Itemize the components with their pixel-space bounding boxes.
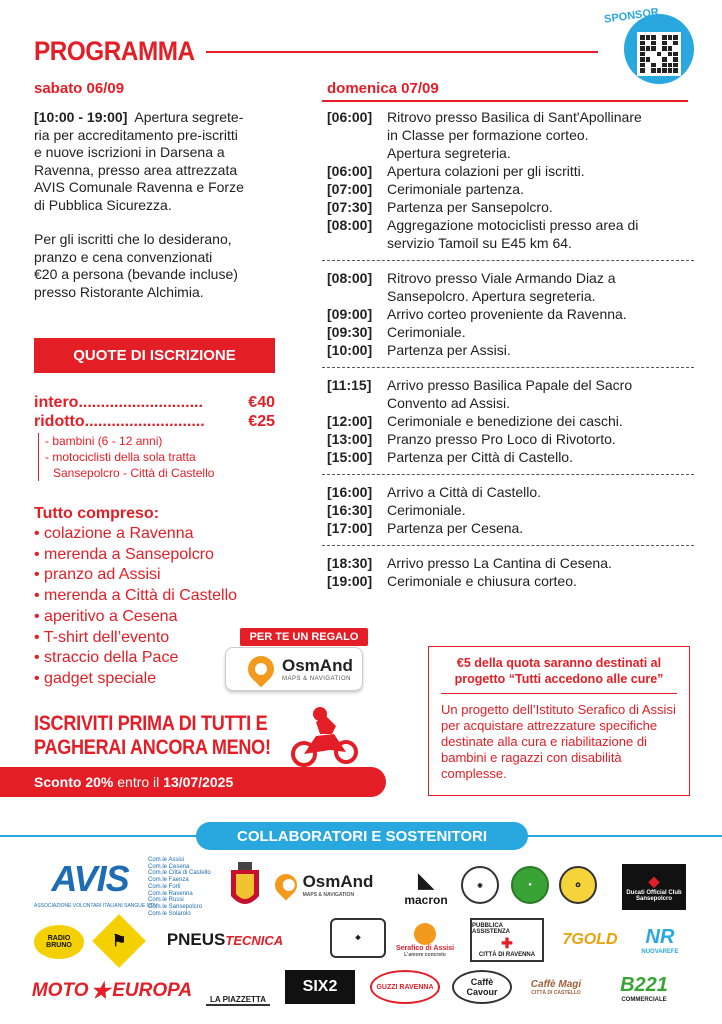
qr-cell xyxy=(640,41,645,46)
pneus-text: PNEUS xyxy=(166,930,226,949)
schedule-row xyxy=(327,234,689,252)
included-list xyxy=(34,524,237,690)
avis-chapter: Com.le Assisi xyxy=(148,857,185,863)
schedule-text: Arrivo a Città di Castello. xyxy=(387,484,542,500)
schedule-time: [16:00] xyxy=(327,484,373,500)
qr-cell xyxy=(640,63,645,68)
serafico-name: Serafico di Assisi xyxy=(395,944,455,952)
ducati-logo xyxy=(622,864,686,910)
promo-line: ISCRIVITI PRIMA DI TUTTI E xyxy=(34,712,268,735)
schedule-time: [12:00] xyxy=(327,413,373,429)
schedule-time: [13:00] xyxy=(327,431,373,447)
qr-cell xyxy=(651,35,656,40)
sunday-divider xyxy=(322,100,688,102)
qr-cell xyxy=(662,41,667,46)
qr-cell xyxy=(646,52,651,57)
qr-cell xyxy=(651,57,656,62)
polizia-crest-icon xyxy=(228,862,262,912)
nuovarete-logo xyxy=(634,920,686,960)
schedule-divider xyxy=(322,367,694,368)
qr-cell xyxy=(651,46,656,51)
pubblica-sub: CITTÀ DI RAVENNA xyxy=(478,951,536,958)
serafico-mark-icon xyxy=(414,923,436,945)
avis-subtitle: ASSOCIAZIONE VOLONTARI ITALIANI SANGUE ODV xyxy=(34,903,158,909)
schedule-time: [07:30] xyxy=(327,199,373,215)
saturday-description xyxy=(34,109,284,301)
sat-line: Apertura segrete- xyxy=(134,109,244,125)
qr-code-icon[interactable] xyxy=(637,32,681,76)
qr-cell xyxy=(662,68,667,73)
schedule-text: Cerimoniale e benedizione dei caschi. xyxy=(387,413,623,429)
title-divider xyxy=(206,51,598,53)
location-pin-icon xyxy=(243,651,280,688)
schedule-row xyxy=(327,269,689,287)
reduced-conditions xyxy=(38,433,214,481)
schedule-text: Ritrovo presso Basilica di Sant'Apollinare xyxy=(387,109,642,125)
qr-cell xyxy=(662,63,667,68)
avis-chapter: Com.le Sansepolcro xyxy=(148,903,203,910)
lunch-line: Per gli iscritti che lo desiderano, xyxy=(34,231,232,247)
saturday-heading: sabato 06/09 xyxy=(34,80,125,97)
qr-cell xyxy=(673,46,678,51)
lunch-line: presso Ristorante Alchimia. xyxy=(34,283,204,300)
list-item: • pranzo ad Assisi xyxy=(34,565,237,586)
schedule-time xyxy=(327,126,387,144)
moto-text: MOTO xyxy=(31,980,89,1001)
schedule-row xyxy=(327,341,689,359)
schedule-text: Cerimoniale partenza. xyxy=(387,181,524,197)
qr-cell xyxy=(640,52,645,57)
gift-brand-sub: MAPS & NAVIGATION xyxy=(282,676,351,682)
quote-heading: QUOTE DI ISCRIZIONE xyxy=(34,338,275,373)
magi-sub: CITTÀ DI CASTELLO xyxy=(531,989,581,996)
sat-line: di Pubblica Sicurezza. xyxy=(34,196,172,213)
donation-box xyxy=(428,646,690,796)
qr-cell xyxy=(668,63,673,68)
six2-logo: SIX2 xyxy=(285,970,355,1004)
schedule-text: Aggregazione motociclisti presso area di xyxy=(387,217,639,233)
tecnica-text: TECNICA xyxy=(225,932,284,948)
radio-bruno-logo: RADIO BRUNO xyxy=(34,925,84,959)
schedule-time xyxy=(327,287,387,305)
schedule-text: Convento ad Assisi. xyxy=(387,395,510,411)
caffe-cavour-logo xyxy=(452,970,512,1004)
page-title: PROGRAMMA xyxy=(34,36,195,66)
qr-cell xyxy=(657,63,662,68)
road-sign-logo xyxy=(92,914,146,968)
list-item: • merenda a Città di Castello xyxy=(34,586,237,607)
b221-sub: COMMERCIALE xyxy=(621,996,667,1003)
included-heading: Tutto compreso: xyxy=(34,505,160,522)
qr-cell xyxy=(646,63,651,68)
sunday-schedule xyxy=(327,108,689,590)
schedule-time: [09:30] xyxy=(327,324,373,340)
schedule-time: [09:00] xyxy=(327,306,373,322)
schedule-text: servizio Tamoil su E45 km 64. xyxy=(387,235,572,251)
b221-mark: B221 xyxy=(620,973,668,996)
avis-chapters xyxy=(148,857,211,917)
qr-cell xyxy=(673,35,678,40)
qr-cell xyxy=(662,46,667,51)
avis-chapter: Com.le Faenza xyxy=(148,877,189,884)
price-label: intero............................ xyxy=(34,394,203,411)
qr-cell xyxy=(651,68,656,73)
schedule-time xyxy=(327,144,387,162)
serafico-sub: L'amore concreto xyxy=(404,951,446,958)
schedule-time: [08:00] xyxy=(327,270,373,286)
nuova-mark: NR xyxy=(645,925,675,948)
schedule-time: [18:30] xyxy=(327,555,373,571)
macron-name: macron xyxy=(404,892,448,907)
qr-cell xyxy=(662,52,667,57)
europa-text: EUROPA xyxy=(112,980,193,1001)
schedule-time: [08:00] xyxy=(327,217,373,233)
osmand-gift-badge[interactable] xyxy=(225,647,363,691)
schedule-text: Cerimoniale. xyxy=(387,324,466,340)
moto-club-logo: ❖ xyxy=(330,918,386,958)
schedule-text: Cerimoniale. xyxy=(387,502,466,518)
qr-cell xyxy=(657,35,662,40)
qr-cell xyxy=(657,52,662,57)
schedule-row xyxy=(327,448,689,466)
qr-cell xyxy=(651,63,656,68)
sponsor-label: SPONSOR xyxy=(603,6,660,26)
moto-europa-logo xyxy=(31,976,193,1006)
qr-cell xyxy=(640,35,645,40)
gift-brand: OsmAnd xyxy=(282,656,353,675)
qr-cell xyxy=(668,46,673,51)
qr-cell xyxy=(657,41,662,46)
moto-sign-icon: ⚑ xyxy=(111,933,127,950)
pa-mark-icon: ✚ xyxy=(501,934,513,951)
schedule-row xyxy=(327,519,689,537)
price-intero xyxy=(34,394,275,412)
avis-chapter: Com.le Solarolo xyxy=(148,910,191,917)
lunch-line: pranzo e cena convenzionati xyxy=(34,248,213,265)
star-icon: ★ xyxy=(90,978,111,1003)
avis-chapter: Com.le Cesena xyxy=(148,863,190,870)
schedule-text: Apertura segreteria. xyxy=(387,145,511,161)
list-item: • gadget speciale xyxy=(34,669,237,690)
qr-cell xyxy=(668,68,673,73)
list-item: • merenda a Sansepolcro xyxy=(34,545,237,566)
schedule-row xyxy=(327,376,689,394)
pneus-tecnica-logo xyxy=(160,930,290,950)
collaborators-heading: COLLABORATORI E SOSTENITORI xyxy=(196,822,528,850)
qr-cell xyxy=(662,57,667,62)
schedule-text: Partenza per Sansepolcro. xyxy=(387,199,553,215)
schedule-divider xyxy=(322,545,694,546)
schedule-text: in Classe per formazione corteo. xyxy=(387,127,589,143)
7gold-logo: 7GOLD xyxy=(562,931,618,948)
qr-cell xyxy=(668,35,673,40)
green-club-logo: ● xyxy=(511,866,549,904)
schedule-time: [17:00] xyxy=(327,520,373,536)
schedule-row xyxy=(327,287,689,305)
schedule-time: [06:00] xyxy=(327,109,373,125)
magi-name: Caffè Magi xyxy=(530,978,582,990)
qr-cell xyxy=(646,68,651,73)
nuova-sub: NUOVAREFE xyxy=(641,948,679,955)
schedule-text: Ritrovo presso Viale Armando Diaz a xyxy=(387,270,616,286)
schedule-divider xyxy=(322,260,694,261)
pubblica-assistenza-logo xyxy=(470,918,544,962)
discount-value: Sconto 20% xyxy=(34,774,114,790)
sat-line: AVIS Comunale Ravenna e Forze xyxy=(34,179,244,195)
schedule-row xyxy=(327,198,689,216)
caffe-magi-logo xyxy=(522,968,590,1006)
schedule-row xyxy=(327,305,689,323)
ducati-name: Ducati Official Club xyxy=(626,889,682,896)
schedule-row xyxy=(327,108,689,126)
condition-line: - bambini (6 - 12 anni) xyxy=(45,434,163,448)
qr-cell xyxy=(640,46,645,51)
qr-cell xyxy=(668,41,673,46)
avis-chapter: Com.le Ravenna xyxy=(148,890,193,897)
avis-chapter: Com.le Forlì xyxy=(148,883,181,890)
price-value: €25 xyxy=(248,413,275,430)
promo-line: PAGHERAI ANCORA MENO! xyxy=(34,736,271,759)
qr-cell xyxy=(651,52,656,57)
schedule-time: [06:00] xyxy=(327,163,373,179)
promo-headline xyxy=(34,712,271,760)
avis-chapter: Com.le Città di Castello xyxy=(148,870,211,877)
discount-date: 13/07/2025 xyxy=(163,774,234,790)
price-ridotto xyxy=(34,413,275,431)
qr-cell xyxy=(657,57,662,62)
schedule-time: [19:00] xyxy=(327,573,373,589)
avis-logo: AVIS xyxy=(51,858,129,899)
schedule-text: Arrivo presso La Cantina di Cesena. xyxy=(387,555,612,571)
sunday-heading: domenica 07/09 xyxy=(327,80,439,97)
list-item: • T-shirt dell’evento xyxy=(34,628,237,649)
schedule-row xyxy=(327,180,689,198)
donation-headline: €5 della quota saranno destinati al progetto “Tutti accedono alle cure” xyxy=(454,656,664,686)
lunch-line: €20 a persona (bevande incluse) xyxy=(34,266,238,282)
cavour-line2: Cavour xyxy=(466,987,498,997)
list-item: • aperitivo a Cesena xyxy=(34,607,237,628)
macron-mark-icon: ◣ xyxy=(418,869,434,892)
macron-logo xyxy=(403,869,449,907)
sat-line: e nuove iscrizioni in Darsena a xyxy=(34,144,225,160)
schedule-time xyxy=(327,394,387,412)
schedule-text: Partenza per Assisi. xyxy=(387,342,511,358)
guzzi-ravenna-logo: GUZZI RAVENNA xyxy=(370,970,440,1004)
schedule-text: Partenza per Città di Castello. xyxy=(387,449,573,465)
qr-cell xyxy=(651,41,656,46)
gift-label: PER TE UN REGALO xyxy=(240,628,368,646)
serafico-logo xyxy=(394,916,456,964)
schedule-time: [11:15] xyxy=(327,377,372,393)
schedule-text: Pranzo presso Pro Loco di Rivotorto. xyxy=(387,431,616,447)
qr-cell xyxy=(673,41,678,46)
qr-cell xyxy=(640,57,645,62)
la-piazzetta-logo: LA PIAZZETTA xyxy=(206,972,270,1006)
schedule-text: Arrivo corteo proveniente da Ravenna. xyxy=(387,306,627,322)
qr-cell xyxy=(657,68,662,73)
schedule-row xyxy=(327,126,689,144)
price-label: ridotto........................... xyxy=(34,413,205,430)
discount-mid: entro il xyxy=(113,774,164,790)
list-item: • colazione a Ravenna xyxy=(34,524,237,545)
saturday-time: [10:00 - 19:00] xyxy=(34,109,128,125)
schedule-divider xyxy=(322,474,694,475)
schedule-text: Cerimoniale e chiusura corteo. xyxy=(387,573,577,589)
pubblica-name: PUBBLICA ASSISTENZA xyxy=(472,922,511,935)
osmand-logo-sub: MAPS & NAVIGATION xyxy=(302,892,355,898)
schedule-time: [07:00] xyxy=(327,181,373,197)
riders-club-logo: ✪ xyxy=(559,866,597,904)
schedule-row xyxy=(327,554,689,572)
schedule-row xyxy=(327,412,689,430)
schedule-time: [16:30] xyxy=(327,502,373,518)
discount-banner xyxy=(0,767,386,797)
avis-chapter: Com.le Russi xyxy=(148,897,184,904)
qr-cell xyxy=(673,57,678,62)
schedule-row xyxy=(327,323,689,341)
schedule-time xyxy=(327,234,387,252)
schedule-row xyxy=(327,216,689,234)
location-pin-icon xyxy=(270,869,301,900)
ducati-mark-icon: ◆ xyxy=(648,872,660,889)
power-biker-logo: ◉ xyxy=(461,866,499,904)
qr-cell xyxy=(646,35,651,40)
schedule-row xyxy=(327,483,689,501)
b221-logo xyxy=(600,972,688,1004)
schedule-row xyxy=(327,162,689,180)
qr-cell xyxy=(673,63,678,68)
qr-cell xyxy=(668,57,673,62)
schedule-time: [10:00] xyxy=(327,342,373,358)
ducati-sub: Sansepolcro xyxy=(635,895,672,902)
qr-cell xyxy=(673,52,678,57)
price-value: €40 xyxy=(248,394,275,411)
schedule-text: Sansepolcro. Apertura segreteria. xyxy=(387,288,596,304)
condition-line: - motociclisti della sola tratta xyxy=(45,450,196,464)
donation-description: Un progetto dell’Istituto Serafico di Assisi per acquistare attrezzature specifiche destinate alla cura e riabilitazione di bambini e ragazzi con disabilità complesse. xyxy=(441,693,677,782)
qr-cell xyxy=(646,41,651,46)
schedule-text: Apertura colazioni per gli iscritti. xyxy=(387,163,585,179)
schedule-text: Partenza per Cesena. xyxy=(387,520,524,536)
sat-line: ria per accreditamento pre-iscritti xyxy=(34,126,238,143)
schedule-time: [15:00] xyxy=(327,449,373,465)
osmand-logo xyxy=(274,868,374,902)
schedule-text: Arrivo presso Basilica Papale del Sacro xyxy=(387,377,633,393)
osmand-logo-name: OsmAnd xyxy=(302,872,374,891)
sat-line: Ravenna, presso area attrezzata xyxy=(34,161,238,178)
qr-cell xyxy=(657,46,662,51)
schedule-row xyxy=(327,430,689,448)
qr-cell xyxy=(668,52,673,57)
schedule-row xyxy=(327,144,689,162)
list-item: • straccio della Pace xyxy=(34,648,237,669)
qr-cell xyxy=(673,68,678,73)
schedule-row xyxy=(327,501,689,519)
qr-cell xyxy=(662,35,667,40)
qr-cell xyxy=(640,68,645,73)
cavour-line1: Caffè xyxy=(470,977,494,987)
condition-line: Sansepolcro - Città di Castello xyxy=(53,466,215,480)
qr-cell xyxy=(646,57,651,62)
qr-cell xyxy=(646,46,651,51)
schedule-row xyxy=(327,572,689,590)
motorcycle-rider-icon xyxy=(290,706,360,768)
schedule-row xyxy=(327,394,689,412)
